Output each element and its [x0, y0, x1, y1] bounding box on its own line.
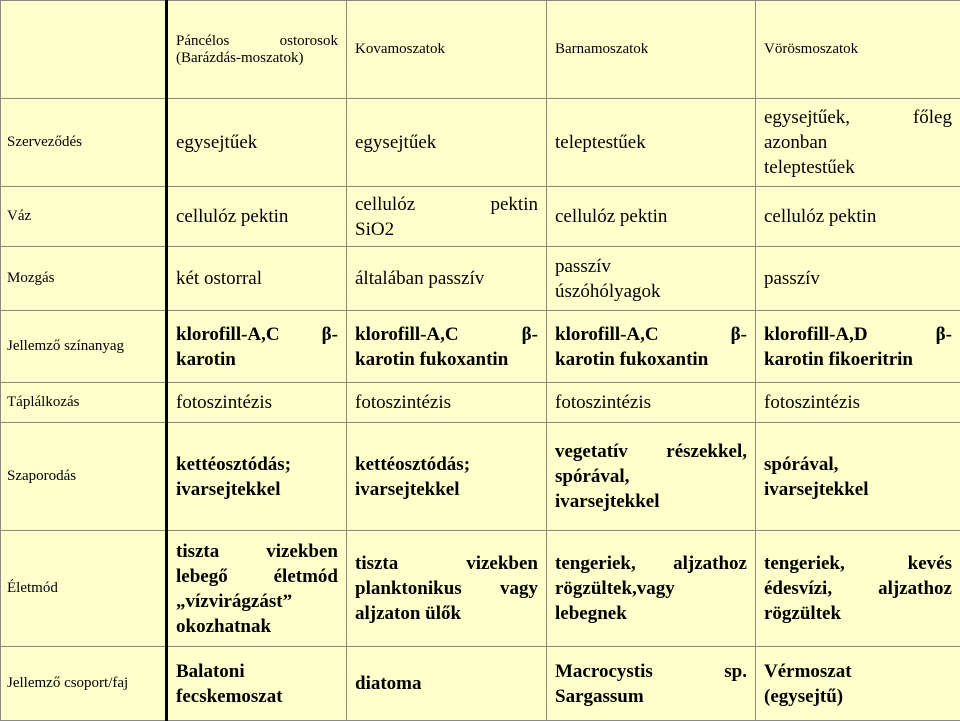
cell-text: sp. [724, 659, 747, 684]
table-row [1, 99, 960, 187]
cell-text: vizekben [266, 539, 338, 564]
table-cell [547, 311, 756, 383]
table-cell [167, 423, 347, 531]
cell-text: tengeriek, [764, 551, 845, 576]
cell-text: planktonikus [355, 576, 462, 601]
cell-text: karotin fukoxantin [555, 347, 747, 372]
cell-text: Macrocystis [555, 659, 653, 684]
table-cell [347, 187, 547, 247]
cell-text: vizekben [466, 551, 538, 576]
table-row [1, 647, 960, 721]
table-cell [347, 311, 547, 383]
header-kovamoszatok: Kovamoszatok [347, 1, 547, 99]
cell-text: aljzathoz [673, 551, 747, 576]
cell-text: karotin fukoxantin [355, 347, 538, 372]
header-text: (Barázdás-moszatok) [176, 50, 338, 67]
table-cell: általában passzív [347, 247, 547, 311]
cell-text: kevés [908, 551, 952, 576]
table-cell [547, 247, 756, 311]
cell-text: rögzültek,vagy [555, 576, 747, 601]
cell-text: okozhatnak [176, 614, 338, 639]
cell-text: klorofill-A,C [355, 322, 459, 347]
row-label-szinanyag: Jellemző színanyag [1, 311, 167, 383]
table-cell [756, 423, 960, 531]
table-cell [167, 647, 347, 721]
table-cell: fotoszintézis [756, 383, 960, 423]
table-row [1, 187, 960, 247]
cell-text: életmód [274, 564, 338, 589]
table-cell: cellulóz pektin [167, 187, 347, 247]
cell-text: cellulóz [355, 192, 415, 217]
row-label-szaporodas: Szaporodás [1, 423, 167, 531]
cell-text: rögzültek [764, 601, 952, 626]
table-cell: passzív [756, 247, 960, 311]
cell-text: édesvízi, [764, 576, 832, 601]
table-cell [347, 423, 547, 531]
row-label-eletmod: Életmód [1, 531, 167, 647]
header-text: ostorosok [280, 33, 338, 50]
header-text: Páncélos [176, 33, 229, 50]
table-cell: cellulóz pektin [547, 187, 756, 247]
table-row [1, 383, 960, 423]
table-cell: két ostorral [167, 247, 347, 311]
cell-text: spórával, [555, 464, 747, 489]
cell-text: vagy [500, 576, 538, 601]
table-cell: teleptestűek [547, 99, 756, 187]
table-cell: cellulóz pektin [756, 187, 960, 247]
cell-text: pektin [491, 192, 539, 217]
cell-text: ivarsejtekkel [555, 489, 747, 514]
row-label-vaz: Váz [1, 187, 167, 247]
table-row [1, 531, 960, 647]
cell-text: vegetatív [555, 439, 628, 464]
cell-text: karotin fikoeritrin [764, 347, 952, 372]
cell-text: ivarsejtekkel [176, 477, 338, 502]
cell-text: főleg [913, 105, 952, 130]
cell-text: Balatoni [176, 659, 338, 684]
cell-text: β- [936, 322, 952, 347]
header-row [1, 1, 960, 99]
table-cell [167, 311, 347, 383]
cell-text: részekkel, [666, 439, 747, 464]
cell-text: klorofill-A,D [764, 322, 868, 347]
cell-text: lebegnek [555, 601, 747, 626]
table-row [1, 247, 960, 311]
table-cell: fotoszintézis [167, 383, 347, 423]
cell-text: azonban [764, 130, 952, 155]
cell-text: aljzathoz [878, 576, 952, 601]
table-cell [756, 647, 960, 721]
table-cell [547, 531, 756, 647]
table-cell: fotoszintézis [347, 383, 547, 423]
corner-cell [1, 1, 167, 99]
table-cell [547, 647, 756, 721]
table-cell [347, 531, 547, 647]
table-cell: fotoszintézis [547, 383, 756, 423]
table-cell: diatoma [347, 647, 547, 721]
cell-text: (egysejtű) [764, 684, 952, 709]
cell-text: β- [322, 322, 338, 347]
cell-text: klorofill-A,C [176, 322, 280, 347]
header-paneelos [167, 1, 347, 99]
header-vorosmoszatok: Vörösmoszatok [756, 1, 960, 99]
cell-text: kettéosztódás; [355, 452, 538, 477]
table-cell [756, 531, 960, 647]
table-row [1, 311, 960, 383]
cell-text: fecskemoszat [176, 684, 338, 709]
cell-text: tengeriek, [555, 551, 636, 576]
table-cell: egysejtűek [167, 99, 347, 187]
cell-text: spórával, [764, 452, 952, 477]
cell-text: Sargassum [555, 684, 747, 709]
header-barnamoszatok: Barnamoszatok [547, 1, 756, 99]
cell-text: karotin [176, 347, 338, 372]
cell-text: kettéosztódás; [176, 452, 338, 477]
cell-text: SiO2 [355, 217, 538, 242]
table-cell [547, 423, 756, 531]
cell-text: β- [522, 322, 538, 347]
row-label-csoport-faj: Jellemző csoport/faj [1, 647, 167, 721]
cell-text: teleptestűek [764, 155, 952, 180]
table-row [1, 423, 960, 531]
cell-text: β- [731, 322, 747, 347]
cell-text: tiszta [355, 551, 398, 576]
cell-text: ivarsejtekkel [764, 477, 952, 502]
cell-text: „vízvirágzást” [176, 589, 338, 614]
table-cell [167, 531, 347, 647]
cell-text: úszóhólyagok [555, 279, 747, 304]
cell-text: lebegő [176, 564, 228, 589]
table-cell [756, 311, 960, 383]
row-label-taplalkozas: Táplálkozás [1, 383, 167, 423]
table-cell [756, 99, 960, 187]
cell-text: klorofill-A,C [555, 322, 659, 347]
cell-text: tiszta [176, 539, 219, 564]
table-cell: egysejtűek [347, 99, 547, 187]
cell-text: aljzaton ülők [355, 601, 538, 626]
row-label-mozgas: Mozgás [1, 247, 167, 311]
cell-text: passzív [555, 254, 747, 279]
cell-text: egysejtűek, [764, 105, 850, 130]
row-label-szervezodes: Szerveződés [1, 99, 167, 187]
cell-text: ivarsejtekkel [355, 477, 538, 502]
cell-text: Vérmoszat [764, 659, 952, 684]
